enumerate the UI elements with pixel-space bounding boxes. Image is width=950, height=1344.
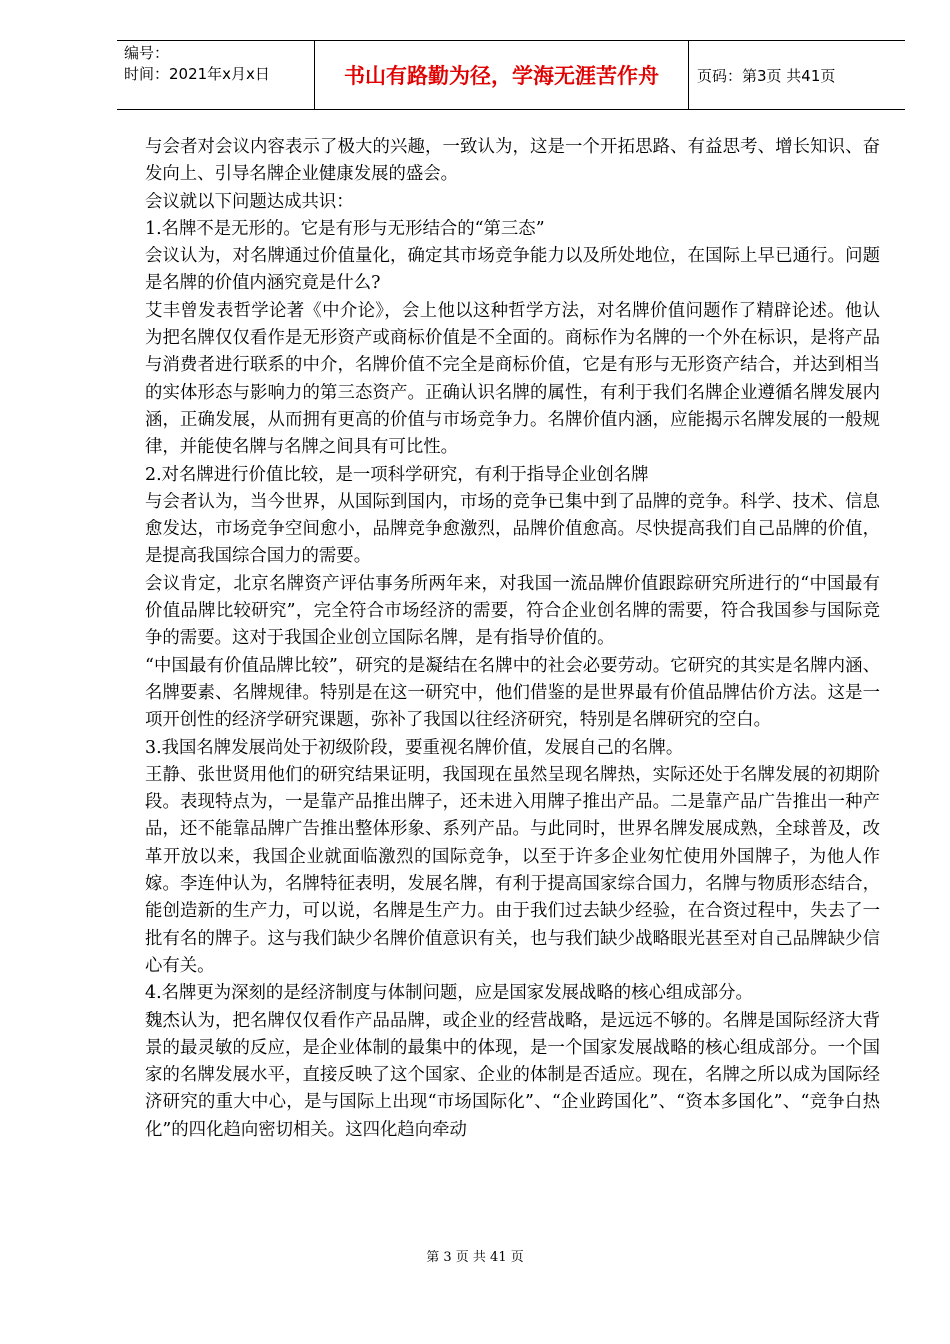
paragraph: 王静、张世贤用他们的研究结果证明，我国现在虽然呈现名牌热，实际还处于名牌发展的初期阶段。表现特点为，一是靠产品推出牌子，还未进入用牌子推出产品。二是靠产品广告推出一种产品，还不能靠品牌广告推出整体形象、系列产品。与此同时，世界名牌发展成熟，全球普及，改革开放以来，我国企业就面临激烈的国际竞争，以至于许多企业匆忙使用外国牌子，为他人作嫁。李连仲认为，名牌特征表明，发展名牌，有利于提高国家综合国力，名牌与物质形态结合，能创造新的生产力，可以说，名牌是生产力。由于我们过去缺少经验，在合资过程中，失去了一批有名的牌子。这与我们缺少名牌价值意识有关，也与我们缺少战略眼光甚至对自己品牌缺少信心有关。: [145, 764, 880, 976]
header-meta: [117, 41, 315, 109]
time-label: 时间：2021年x月x日: [124, 65, 270, 83]
section-heading: 2.对名牌进行价值比较，是一项科学研究，有利于指导企业创名牌: [145, 464, 649, 485]
page-footer: 第 3 页 共 41 页: [426, 1250, 524, 1265]
header-page-label: 页码：第3页 共41页: [697, 66, 836, 85]
section-heading: 4.名牌更为深刻的是经济制度与体制问题，应是国家发展战略的核心组成部分。: [145, 983, 753, 1004]
document-body: [145, 134, 880, 1144]
paragraph: 与会者认为，当今世界，从国际到国内，市场的竞争已集中到了品牌的竞争。科学、技术、信息愈发达，市场竞争空间愈小，品牌竞争愈激烈，品牌价值愈高。尽快提高我们自己品牌的价值，是提高我国综合国力的需要。: [145, 491, 880, 567]
section-heading: 3.我国名牌发展尚处于初级阶段，要重视名牌价值，发展自己的名牌。: [145, 737, 684, 758]
paragraph: 艾丰曾发表哲学论著《中介论》，会上他以这种哲学方法，对名牌价值问题作了精辟论述。他认为把名牌仅仅看作是无形资产或商标价值是不全面的。商标作为名牌的一个外在标识，是将产品与消费者进行联系的中介，名牌价值不完全是商标价值，它是有形与无形资产结合，并达到相当的实体形态与影响力的第三态资产。正确认识名牌的属性，有利于我们名牌企业遵循名牌发展内涵，正确发展，从而拥有更高的价值与市场竞争力。名牌价值内涵，应能揭示名牌发展的一般规律，并能使名牌与名牌之间具有可比性。: [145, 300, 880, 458]
paragraph: 会议就以下问题达成共识：: [145, 191, 354, 212]
paragraph: 魏杰认为，把名牌仅仅看作产品品牌，或企业的经营战略，是远远不够的。名牌是国际经济大背景的最灵敏的反应，是企业体制的最集中的体现，是一个国家发展战略的核心组成部分。一个国家的名牌发展水平，直接反映了这个国家、企业的体制是否适应。现在，名牌之所以成为国际经济研究的重大中心，是与国际上出现“市场国际化”、“企业跨国化”、“资本多国化”、“竞争白热化”的四化趋向密切相关。这四化趋向牵动: [145, 1010, 880, 1140]
number-label: 编号：: [124, 44, 170, 62]
paragraph: 会议认为，对名牌通过价值量化，确定其市场竞争能力以及所处地位，在国际上早已通行。问题是名牌的价值内涵究竟是什么?: [145, 246, 880, 294]
section-heading: 1.名牌不是无形的。它是有形与无形结合的“第三态”: [145, 218, 545, 239]
page-header: [117, 40, 905, 110]
paragraph: “中国最有价值品牌比较”，研究的是凝结在名牌中的社会必要劳动。它研究的其实是名牌内涵、名牌要素、名牌规律。特别是在这一研究中，他们借鉴的是世界最有价值品牌估价方法。这是一项开创性的经济学研究课题，弥补了我国以往经济研究，特别是名牌研究的空白。: [145, 655, 880, 731]
paragraph: 会议肯定，北京名牌资产评估事务所两年来，对我国一流品牌价值跟踪研究所进行的“中国最有价值品牌比较研究”，完全符合市场经济的需要，符合企业创名牌的需要，符合我国参与国际竞争的需要。这对于我国企业创立国际名牌，是有指导价值的。: [145, 573, 880, 649]
header-motto: 书山有路勤为径，学海无涯苦作舟: [315, 41, 689, 109]
paragraph: 与会者对会议内容表示了极大的兴趣，一致认为，这是一个开拓思路、有益思考、增长知识、奋发向上、引导名牌企业健康发展的盛会。: [145, 137, 880, 185]
